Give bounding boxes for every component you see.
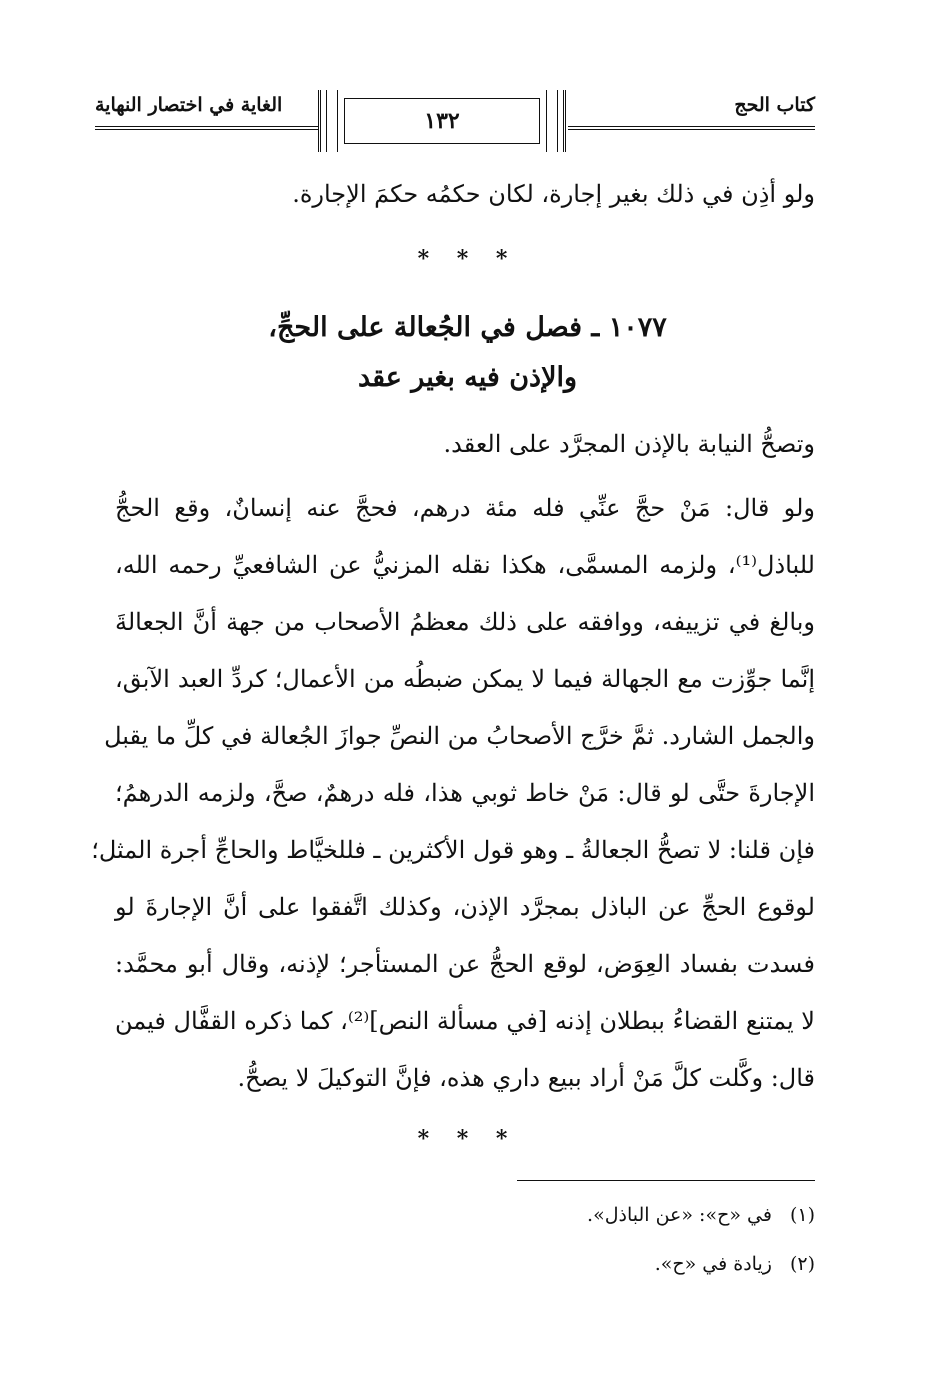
- footnote-text: في «ح»: «عن الباذل».: [587, 1204, 772, 1226]
- page-number: ١٣٢: [344, 98, 540, 144]
- header-rule-left: [95, 126, 318, 130]
- footnote-text: زيادة في «ح».: [654, 1253, 772, 1275]
- paragraph-line: فإن قلنا: لا تصحُّ الجعالةُ ـ وهو قول الأكثرين ـ فللخيَّاط والحاجِّ أجرة المثل؛: [91, 836, 815, 864]
- paragraph-line: لوقوع الحجِّ عن الباذل بمجرَّد الإذن، وكذلك اتَّفقوا على أنَّ الإجارةَ لو: [115, 893, 815, 921]
- paragraph-line: الإجارةَ حتَّى لو قال: مَنْ خاط ثوبي هذا، فله درهمٌ، صحَّ، ولزمه الدرهمُ؛: [115, 779, 815, 807]
- running-title-chapter: كتاب الحج: [734, 94, 815, 116]
- section-separator: * * *: [417, 246, 518, 272]
- paragraph-line: قال: وكَّلت كلَّ مَنْ أراد ببيع داري هذه، فإنَّ التوكيلَ لا يصحُّ.: [237, 1064, 815, 1092]
- footnote-rule: [517, 1180, 815, 1181]
- section-separator: * * *: [417, 1126, 518, 1152]
- frame-ornament-left: [326, 90, 338, 152]
- paragraph-line: فسدت بفساد العِوَض، لوقع الحجُّ عن المستأجر؛ لإذنه، وقال أبو محمَّد:: [115, 950, 815, 978]
- header-rule-right: [568, 126, 815, 130]
- paragraph-line: وتصحُّ النيابة بالإذن المجرَّد على العقد.: [443, 430, 815, 458]
- section-heading-line2: والإذن فيه بغير عقد: [357, 362, 578, 393]
- footnote-2: [655, 1253, 815, 1275]
- paragraph-line: للباذل⁽¹⁾، ولزمه المسمَّى، هكذا نقله المزنيُّ عن الشافعيِّ رحمه الله،: [115, 551, 815, 579]
- paragraph-line: إنَّما جوِّزت مع الجهالة فيما لا يمكن ضبطُه من الأعمال؛ كردِّ العبد الآبق،: [115, 665, 815, 693]
- footnote-number: (٢): [789, 1253, 815, 1275]
- section-heading-line1: ١٠٧٧ ـ فصل في الجُعالة على الحجِّ،: [268, 312, 667, 343]
- footnote-1: [587, 1204, 815, 1226]
- text-line: ولو أذِن في ذلك بغير إجارة، لكان حكمُه حكمَ الإجارة.: [292, 180, 815, 208]
- paragraph-line: وبالغ في تزييفه، ووافقه على ذلك معظمُ الأصحاب من جهة أنَّ الجعالةَ: [115, 608, 815, 636]
- page-header: [95, 88, 815, 158]
- frame-ornament-right: [546, 90, 558, 152]
- paragraph-line: لا يمتنع القضاءُ ببطلان إذنه [في مسألة النص]⁽²⁾، كما ذكره القفَّال فيمن: [115, 1007, 815, 1035]
- footnote-number: (١): [789, 1204, 815, 1226]
- page-number-frame: [318, 90, 566, 152]
- running-title-book: الغاية في اختصار النهاية: [95, 94, 283, 116]
- paragraph-line: والجمل الشارد. ثمَّ خرَّج الأصحابُ من النصِّ جوازَ الجُعالة في كلِّ ما يقبل: [104, 722, 815, 750]
- paragraph-line: ولو قال: مَنْ حجَّ عنِّي فله مئة درهم، فحجَّ عنه إنسانٌ، وقع الحجُّ: [115, 494, 815, 522]
